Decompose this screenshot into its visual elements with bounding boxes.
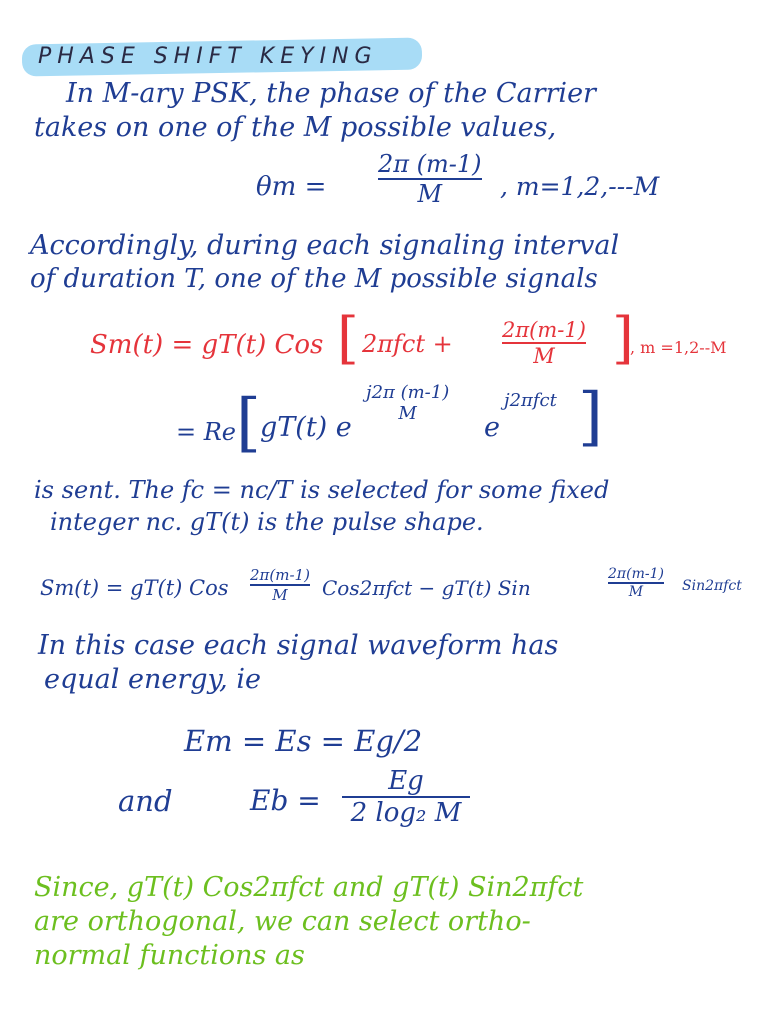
accord-line-2: of duration T, one of the M possible signals <box>30 264 598 294</box>
right-bracket: ] <box>578 380 603 454</box>
sm-range: , m =1,2--M <box>630 338 727 357</box>
re-exponent-denominator: M <box>398 403 417 424</box>
sm-argument: 2πfct + <box>362 330 453 358</box>
re-exponent-numerator: j2π (m-1) <box>366 382 450 403</box>
left-bracket: [ <box>236 386 261 460</box>
intro-line-1: In M-ary PSK, the phase of the Carrier <box>66 78 596 109</box>
theta-lhs: θm = <box>256 172 327 202</box>
re-exponent-fraction <box>366 382 449 424</box>
expand-fraction-2 <box>608 566 664 600</box>
sm-fraction <box>502 318 586 368</box>
and-word: and <box>118 784 173 818</box>
eb-denominator: 2 log₂ M <box>350 798 462 828</box>
page-title: PHASE SHIFT KEYING <box>38 44 378 69</box>
energy-text-line-1: In this case each signal waveform has <box>38 630 559 661</box>
expand-numerator-2: 2π(m-1) <box>608 566 664 582</box>
re-exponent-2: j2πfct <box>504 390 557 411</box>
expand-fraction-1 <box>250 566 310 604</box>
expand-part-2: Cos2πfct − gT(t) Sin <box>322 576 531 600</box>
since-line-1: Since, gT(t) Cos2πfct and gT(t) Sin2πfct <box>34 872 584 903</box>
energy-text-line-2: equal energy, ie <box>44 664 261 695</box>
expand-denominator-2: M <box>628 584 644 600</box>
expand-part-3: Sin2πfct <box>682 578 742 594</box>
sm-lhs: Sm(t) = gT(t) Cos <box>90 330 324 360</box>
theta-denominator: M <box>417 180 443 208</box>
expand-part-1: Sm(t) = gT(t) Cos <box>40 576 229 600</box>
expand-denominator-1: M <box>272 586 288 604</box>
energy-equation: Em = Es = Eg/2 <box>184 724 423 758</box>
intro-line-2: takes on one of the M possible values, <box>34 112 557 143</box>
eb-numerator: Eg <box>388 766 424 796</box>
right-bracket: ] <box>612 306 634 371</box>
eb-lhs: Eb = <box>250 784 321 817</box>
theta-range: , m=1,2,---M <box>500 172 660 201</box>
accord-line-1: Accordingly, during each signaling interval <box>30 230 620 261</box>
re-g-term: gT(t) e <box>260 412 352 443</box>
re-prefix: = Re <box>176 418 237 446</box>
expand-numerator-1: 2π(m-1) <box>250 566 310 584</box>
theta-fraction <box>378 150 482 208</box>
sent-line-1: is sent. The fc = nc/T is selected for some fixed <box>34 476 610 504</box>
sm-denominator: M <box>533 344 555 368</box>
theta-numerator: 2π (m-1) <box>378 150 482 178</box>
eb-fraction <box>342 766 470 828</box>
sent-line-2: integer nc. gT(t) is the pulse shape. <box>50 508 484 536</box>
since-line-2: are orthogonal, we can select ortho- <box>34 906 531 937</box>
sm-numerator: 2π(m-1) <box>502 318 586 342</box>
re-e2: e <box>484 412 500 443</box>
since-line-3: normal functions as <box>34 940 305 971</box>
left-bracket: [ <box>337 306 359 371</box>
